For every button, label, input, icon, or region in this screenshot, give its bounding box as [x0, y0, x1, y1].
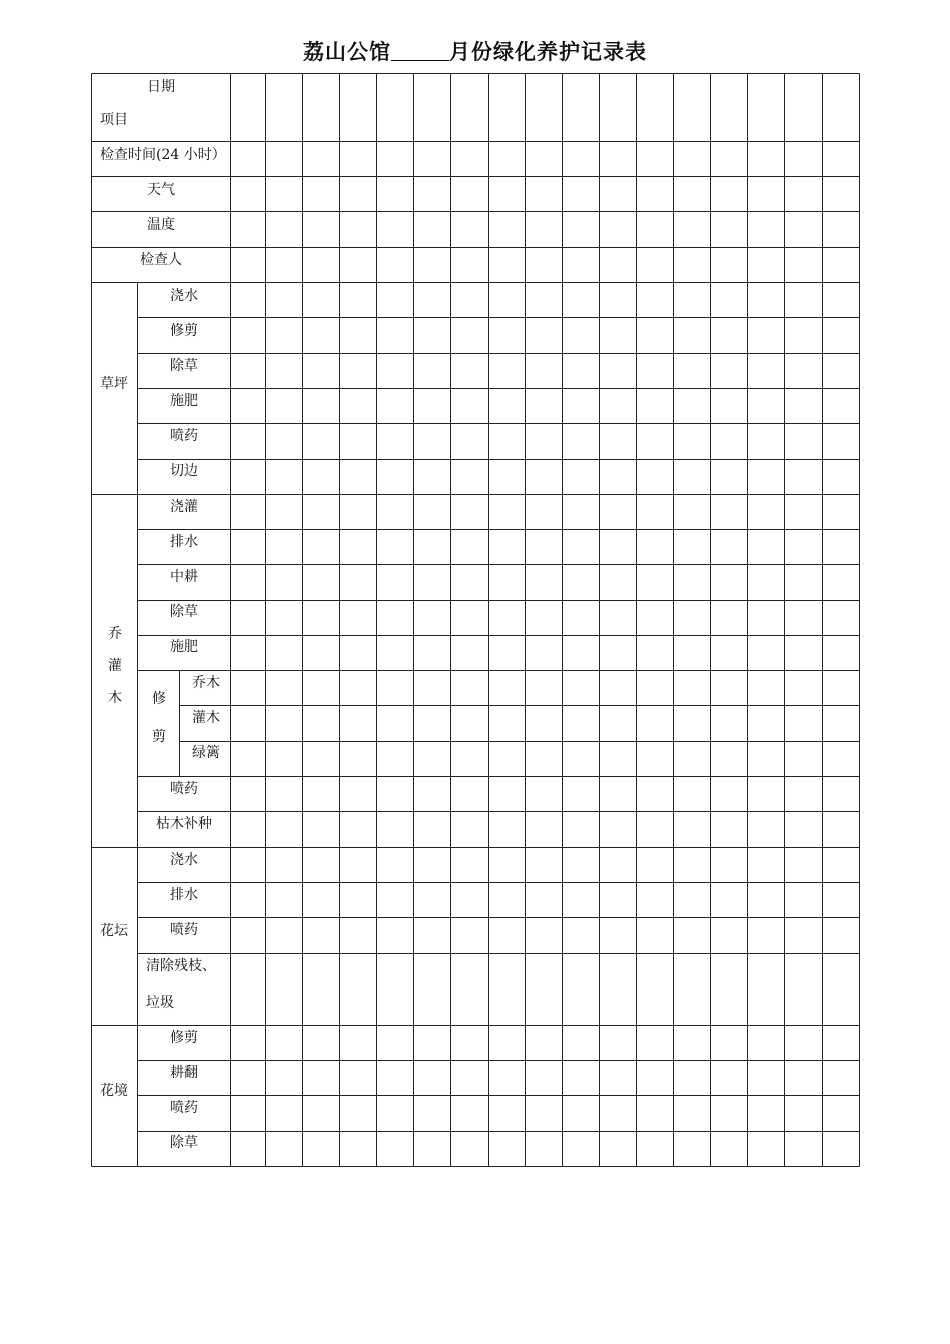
border-item: 耕翻 — [170, 1065, 198, 1081]
border-item: 除草 — [170, 1135, 198, 1151]
group-trees-char: 乔 — [108, 626, 122, 642]
prune-item: 绿篱 — [192, 745, 220, 761]
group-trees-char: 木 — [108, 690, 122, 706]
lawn-item: 喷药 — [170, 428, 198, 444]
border-item: 喷药 — [170, 1100, 198, 1116]
trees-item: 浇灌 — [170, 499, 198, 515]
lawn-item: 浇水 — [170, 288, 198, 304]
border-item: 修剪 — [170, 1030, 198, 1046]
row-inspector: 检查人 — [140, 252, 182, 268]
flowerbed-clean-line2: 垃圾 — [146, 995, 174, 1011]
prune-char: 修 — [152, 691, 166, 707]
title-suffix: 月份绿化养护记录表 — [449, 40, 647, 64]
group-flower-border: 花境 — [100, 1083, 128, 1099]
trees-item: 施肥 — [170, 639, 198, 655]
group-lawn: 草坪 — [100, 376, 128, 392]
lawn-item: 施肥 — [170, 393, 198, 409]
flowerbed-item: 排水 — [170, 887, 198, 903]
trees-item: 中耕 — [170, 569, 198, 585]
lawn-item: 修剪 — [170, 323, 198, 339]
group-trees-char: 灌 — [108, 658, 122, 674]
row-temperature: 温度 — [147, 217, 175, 233]
record-table — [91, 73, 860, 1167]
flowerbed-item: 喷药 — [170, 922, 198, 938]
trees-item: 排水 — [170, 534, 198, 550]
flowerbed-item: 浇水 — [170, 852, 198, 868]
prune-item: 灌木 — [192, 710, 220, 726]
trees-item: 除草 — [170, 604, 198, 620]
page-title — [0, 36, 950, 66]
group-flowerbed: 花坛 — [100, 923, 128, 939]
flowerbed-clean-line1: 清除残枝、 — [146, 958, 216, 974]
prune-item: 乔木 — [192, 675, 220, 691]
month-blank — [391, 40, 449, 61]
row-weather: 天气 — [147, 182, 175, 198]
header-date: 日期 — [147, 79, 175, 95]
row-check-time: 检查时间(24 小时） — [100, 147, 226, 163]
trees-item: 喷药 — [170, 781, 198, 797]
lawn-item: 除草 — [170, 358, 198, 374]
lawn-item: 切边 — [170, 463, 198, 479]
header-item: 项目 — [100, 112, 128, 128]
prune-char: 剪 — [152, 729, 166, 745]
trees-item: 枯木补种 — [156, 816, 212, 832]
table-grid-lines — [91, 73, 861, 1168]
title-prefix: 荔山公馆 — [303, 40, 391, 64]
